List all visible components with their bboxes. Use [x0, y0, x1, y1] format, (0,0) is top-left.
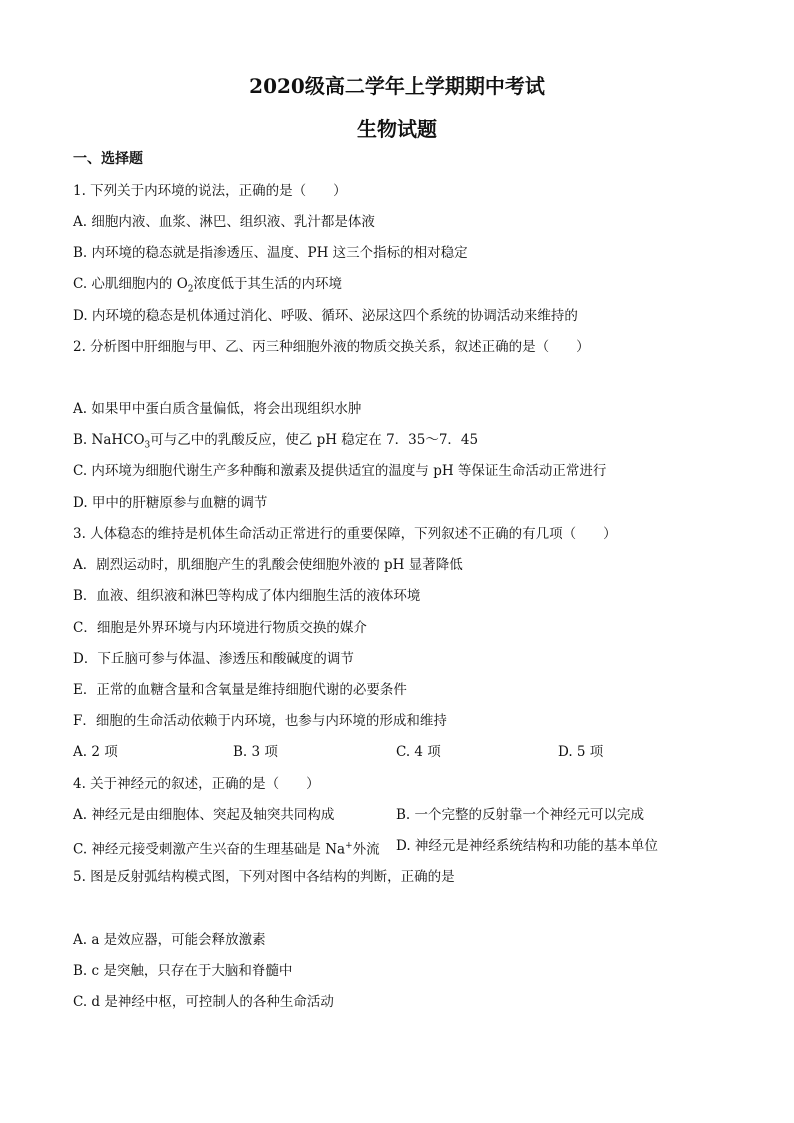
q3-option-d: D. 5 项 [558, 744, 604, 760]
q1-option-c-pre: C. 心肌细胞内的 O [73, 276, 188, 292]
q4-option-d: D. 神经元是神经系统结构和功能的基本单位 [396, 838, 658, 854]
q3-item-d: D．下丘脑可参与体温、渗透压和酸碱度的调节 [73, 651, 354, 667]
question-4-stem: 4. 关于神经元的叙述，正确的是（ ） [73, 776, 320, 792]
q1-option-c-post: 浓度低于其生活的内环境 [193, 276, 343, 292]
q3-item-c: C．细胞是外界环境与内环境进行物质交换的媒介 [73, 620, 367, 636]
q3-option-a: A. 2 项 [73, 744, 118, 760]
q4-option-a: A. 神经元是由细胞体、突起及轴突共同构成 [73, 807, 335, 823]
q3-item-b: B．血液、组织液和淋巴等构成了体内细胞生活的液体环境 [73, 588, 421, 604]
q4-option-c-sup: + [345, 841, 353, 851]
q4-option-c-pre: C. 神经元接受刺激产生兴奋的生理基础是 Na [73, 841, 346, 858]
q2-option-c: C. 内环境为细胞代谢生产多种酶和激素及提供适宜的温度与 pH 等保证生命活动正常进行 [73, 463, 607, 479]
q2-option-b [73, 431, 478, 455]
q1-option-a: A. 细胞内液、血浆、淋巴、组织液、乳汁都是体液 [73, 214, 375, 230]
q3-option-b: B. 3 项 [233, 744, 278, 760]
q1-option-d: D. 内环境的稳态是机体通过消化、呼吸、循环、泌尿这四个系统的协调活动来维持的 [73, 308, 578, 324]
q3-option-c: C. 4 项 [396, 744, 441, 760]
q4-option-c-post: 外流 [352, 841, 380, 858]
q2-option-b-sub: 3 [144, 440, 151, 451]
q1-option-c-sub: 2 [187, 284, 194, 295]
q3-item-f: F．细胞的生命活动依赖于内环境，也参与内环境的形成和维持 [73, 713, 447, 729]
q1-option-c [73, 275, 342, 299]
q5-option-a: A. a 是效应器，可能会释放激素 [73, 932, 266, 948]
exam-title: 2020级高二学年上学期期中考试 [249, 74, 545, 98]
question-5-stem: 5. 图是反射弧结构模式图，下列对图中各结构的判断，正确的是 [73, 869, 455, 885]
question-1-stem: 1. 下列关于内环境的说法，正确的是（ ） [73, 183, 347, 199]
q4-option-b: B. 一个完整的反射靠一个神经元可以完成 [396, 807, 645, 823]
exam-subtitle: 生物试题 [357, 117, 437, 141]
q5-option-c: C. d 是神经中枢，可控制人的各种生命活动 [73, 994, 334, 1010]
q2-option-b-post: 可与乙中的乳酸反应，使乙 pH 稳定在 7．35～7．45 [150, 432, 479, 448]
section-heading: 一、选择题 [73, 151, 143, 167]
q2-option-a: A. 如果甲中蛋白质含量偏低，将会出现组织水肿 [73, 401, 362, 417]
q2-option-b-pre: B. NaHCO [73, 432, 145, 448]
question-3-stem: 3. 人体稳态的维持是机体生命活动正常进行的重要保障，下列叙述不正确的有几项（ ） [73, 526, 617, 542]
q4-option-c [73, 837, 380, 859]
q3-item-e: E．正常的血糖含量和含氧量是维持细胞代谢的必要条件 [73, 682, 407, 698]
q1-option-b: B. 内环境的稳态就是指渗透压、温度、PH 这三个指标的相对稳定 [73, 245, 468, 261]
q5-option-b: B. c 是突触，只存在于大脑和脊髓中 [73, 963, 293, 979]
q3-item-a: A．剧烈运动时，肌细胞产生的乳酸会使细胞外液的 pH 显著降低 [73, 557, 463, 573]
q2-option-d: D. 甲中的肝糖原参与血糖的调节 [73, 495, 268, 511]
question-2-stem: 2. 分析图中肝细胞与甲、乙、丙三种细胞外液的物质交换关系，叙述正确的是（ ） [73, 339, 590, 355]
